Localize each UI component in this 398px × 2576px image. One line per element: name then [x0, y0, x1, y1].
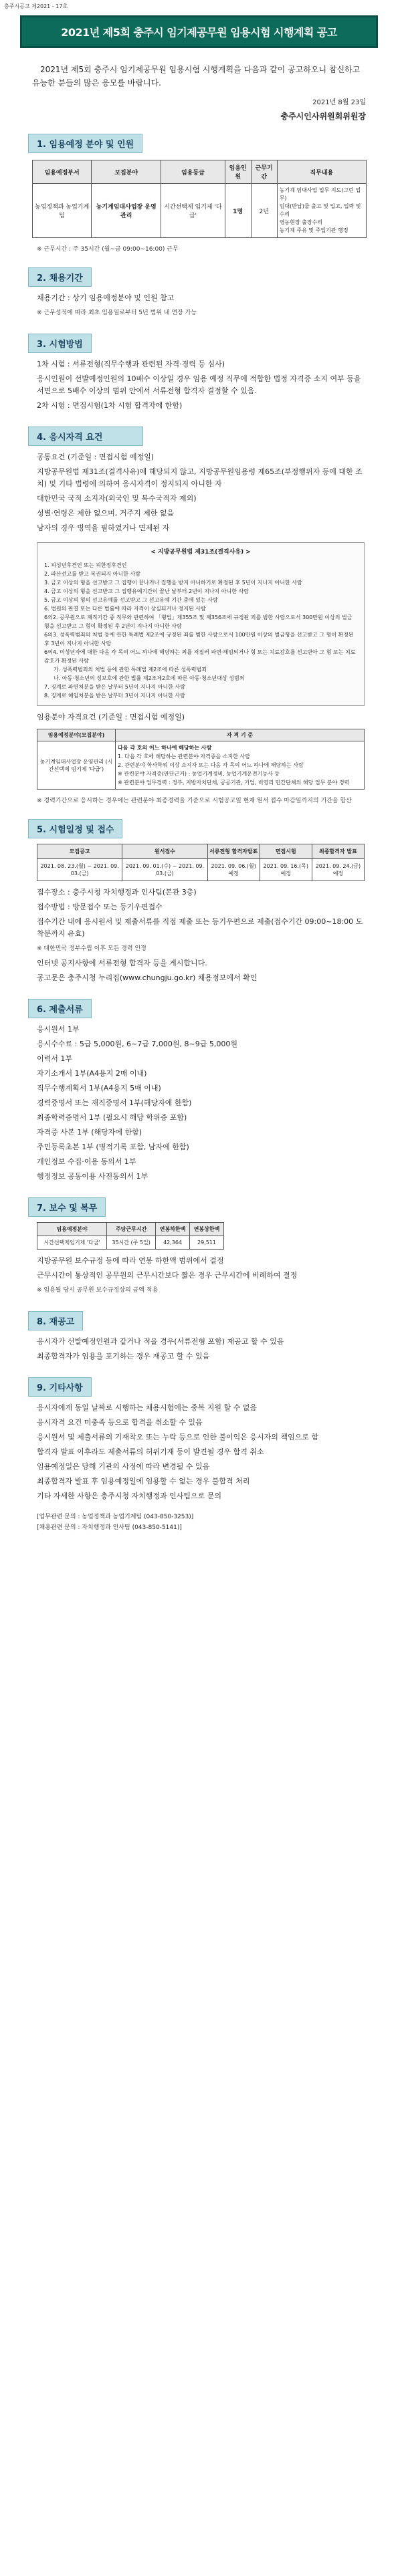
- list-item: 공통요건 (기준일 : 면접시험 예정일): [37, 453, 155, 461]
- table-cell: 시간선택제임기제 '다급': [37, 1236, 107, 1250]
- list-item: 직무수행계획서 1부(A4용지 5매 이내): [37, 1084, 161, 1092]
- contact-line: [업무관련 문의 : 농업정책과 농업기계팀 (043-850-3253)]: [37, 1514, 194, 1520]
- col-header: 임용등급: [161, 160, 225, 184]
- list-item: 경력증명서 또는 재직증명서 1부(해당자에 한함): [37, 1098, 192, 1107]
- list-item: 행정정보 공동이용 사전동의서 1부: [37, 1172, 148, 1181]
- qual-criteria-cell: [116, 741, 365, 790]
- list-item: 접수기간 내에 응시원서 및 제출서류를 직접 제출 또는 등기우편으로 제출(접수기간 09:00~18:00 도착분까지 유효): [37, 917, 363, 938]
- list-item: 주민등록초본 1부 (병적기록 포함, 남자에 한함): [37, 1143, 189, 1151]
- list-item: 인터넷 공지사항에 서류전형 합격자 등을 게시합니다.: [37, 959, 207, 967]
- duty-item: 영농현장 출장수리: [279, 219, 323, 225]
- box-line: 7. 징계로 파면처분을 받은 날부터 5년이 지나지 아니한 사람: [44, 684, 185, 690]
- list-item: 응시수수료 : 5급 5,000원, 6~7급 7,000원, 8~9급 5,000원: [37, 1040, 237, 1048]
- section-heading: 2. 채용기간: [28, 267, 92, 287]
- col-header: 임용예정부서: [33, 160, 92, 184]
- section-heading: 5. 시험일정 및 접수: [28, 819, 122, 838]
- box-line: 가. 성폭력범죄의 처벌 등에 관한 특례법 제2조에 따른 성폭력범죄: [54, 667, 207, 673]
- col-header: 임용예정분야: [37, 1223, 107, 1236]
- table-row: [37, 1236, 224, 1250]
- box-title: < 지방공무원법 제31조(결격사유) >: [151, 549, 251, 556]
- list-item: 최종합격자가 임용을 포기하는 경우 재공고 할 수 있음: [37, 1352, 210, 1361]
- table-cell: 2021. 09. 24.(금) 예정: [312, 859, 364, 881]
- table-row: [37, 741, 365, 790]
- list-item: ※ 대한민국 정부수립 이후 모든 경력 인정: [37, 945, 146, 952]
- qual-title: 임용분야 자격요건 (기준일 : 면접시험 예정일): [37, 713, 185, 721]
- table-row: [33, 184, 367, 238]
- box-line: 6의3. 성폭력범죄의 처벌 등에 관한 특례법 제2조에 규정된 죄를 범한 사람으로서 100만원 이상의 벌금형을 선고받고 그 형이 확정된 후 3년이 지나지 아니한 사람: [44, 632, 354, 647]
- list-item: 임용예정일은 당해 기관의 사정에 따라 변경될 수 있음: [37, 1462, 210, 1471]
- box-line: 나. 아동·청소년의 성보호에 관한 법률 제2조제2호에 따른 아동·청소년대상 성범죄: [54, 675, 245, 681]
- table-cell: 35시간 (주 5일): [107, 1236, 156, 1250]
- qual-line: 다음 각 호의 어느 하나에 해당하는 사람: [118, 745, 212, 751]
- section-heading: 1. 임용예정 분야 및 인원: [28, 134, 142, 153]
- box-line: 3. 금고 이상의 형을 선고받고 그 집행이 끝나거나 집행을 받지 아니하기로 확정된 후 5년이 지나지 아니한 사람: [44, 580, 302, 586]
- contact-line: [채용관련 문의 : 자치행정과 인사팀 (043-850-5141)]: [37, 1524, 182, 1531]
- col-header: 직무내용: [277, 160, 366, 184]
- col-header: 원서접수: [122, 844, 207, 859]
- list-item: 성별·연령은 제한 없으며, 거주지 제한 없음: [37, 509, 175, 517]
- table-cell: 2021. 09. 06.(월) 예정: [207, 859, 260, 881]
- count-cell: 1명: [225, 184, 251, 238]
- box-line: 2. 파산선고를 받고 복권되지 아니한 사람: [44, 571, 140, 577]
- table-cell: 2021. 09. 16.(목) 예정: [260, 859, 312, 881]
- list-item: ※ 근무성적에 따라 최초 임용일로부터 5년 범위 내 연장 가능: [37, 310, 197, 316]
- duty-item: 임대(반납)물 출고 및 입고, 입력 및 수리: [279, 203, 361, 217]
- col-header: 연봉하한액: [156, 1223, 190, 1236]
- list-item: 응시자에게 동일 날짜로 시행하는 채용시험에는 중복 지원 할 수 없음: [37, 1403, 257, 1412]
- box-line: 6의4. 미성년자에 대한 다음 각 목의 어느 하나에 해당하는 죄를 저질러 파면·해임되거나 형 또는 치료감호를 선고받아 그 형 또는 치료감호가 확정된 사람: [44, 649, 356, 664]
- duty-item: 농기계 주유 및 주입기관 행정: [279, 227, 349, 233]
- section-heading: 7. 보수 및 복무: [28, 1197, 106, 1217]
- list-item: 접수장소 : 충주시청 자치행정과 인사팀(본관 3층): [37, 888, 197, 897]
- notice-date: 2021년 8월 23일: [312, 99, 366, 106]
- list-item: 응시자가 선발예정인원과 같거나 적을 경우(서류전형 포함) 재공고 할 수 있음: [37, 1337, 284, 1346]
- list-item: 응시인원이 선발예정인원의 10배수 이상일 경우 임용 예정 직무에 적합한 법정 자격증 소지 여부 등을 서면으로 5배수 이상의 범위 안에서 서류전형 합격자 결정할 수 있음.: [37, 374, 361, 395]
- qual-note: ※ 경력기간으로 응시하는 경우에는 관련분야 최종경력을 기준으로 시험공고일 현재 원서 접수 마감일까지의 기간을 합산: [37, 798, 352, 804]
- table-cell: 29,511: [190, 1236, 224, 1250]
- work-hours-note: ※ 근무시간 : 주 35시간 (월~금 09:00~16:00) 근무: [37, 246, 179, 253]
- list-item: 기타 자세한 사항은 충주시청 자치행정과 인사팀으로 문의: [37, 1492, 222, 1500]
- box-line: 8. 징계로 해임처분을 받은 날부터 3년이 지나지 아니한 사람: [44, 693, 185, 699]
- duty-item: 농기계 임대사업 업무 지도(그린 업무): [279, 187, 361, 201]
- table-cell: 2021. 08. 23.(월) ~ 2021. 09. 03.(금): [37, 859, 122, 881]
- field-cell: 농기계임대사업장 운영관리: [92, 184, 161, 238]
- list-item: 남자의 경우 병역을 필하였거나 면제된 자: [37, 523, 170, 532]
- qual-line: 1. 다음 각 호에 해당하는 관련분야 자격증을 소지한 사람: [118, 753, 250, 759]
- list-item: 이력서 1부: [37, 1054, 72, 1063]
- list-item: 응시자격 요건 미충족 등으로 합격을 취소할 수 있음: [37, 1418, 203, 1427]
- page-title: 2021년 제5회 충주시 임기제공무원 임용시험 시행계획 공고: [20, 15, 378, 48]
- col-header: 주당근무시간: [107, 1223, 156, 1236]
- section-heading: 6. 제출서류: [28, 999, 92, 1018]
- box-line: 4. 금고 이상의 형을 선고받고 그 집행유예기간이 끝난 날부터 2년이 지나지 아니한 사람: [44, 588, 249, 594]
- box-line: 1. 피성년후견인 또는 피한정후견인: [44, 562, 127, 568]
- qual-line: 2. 관련분야 학사학위 이상 소지자 또는 다음 각 목의 어느 하나에 해당하는 사람: [118, 762, 304, 768]
- schedule-table: [37, 844, 365, 881]
- col-header: 자 격 기 준: [116, 729, 365, 741]
- list-item: 2차 시험 : 면접시험(1차 시험 합격자에 한함): [37, 401, 183, 410]
- list-item: 접수방법 : 방문접수 또는 등기우편접수: [37, 903, 163, 911]
- col-header: 모집공고: [37, 844, 122, 859]
- dept-cell: 농업정책과 농업기계팀: [33, 184, 92, 238]
- list-item: 공고문은 충주시청 누리집(www.chungju.go.kr) 채용정보에서 확인: [37, 973, 258, 982]
- list-item: 지방공무원법 제31조(결격사유)에 해당되지 않고, 지방공무원임용령 제65조(부정행위자 등에 대한 조치) 및 기타 법령에 의하여 응시자격이 정지되지 아니한 자: [37, 467, 363, 488]
- section-heading: 4. 응시자격 요건: [28, 427, 143, 446]
- list-item: 채용기간 : 상기 임용예정분야 및 인원 참고: [37, 294, 175, 302]
- qual-line: ※ 관련분야 업무경력 : 정부, 지방자치단체, 공공기관, 기업, 비영리 민간단체의 해당 업무 분야 경력: [118, 780, 350, 786]
- qualification-table: [37, 729, 365, 790]
- list-item: 대한민국 국적 소지자(외국인 및 복수국적자 제외): [37, 494, 197, 503]
- list-item: 합격자 발표 이후라도 제출서류의 허위기재 등이 발견될 경우 합격 취소: [37, 1447, 264, 1456]
- section-heading: 8. 재공고: [28, 1311, 83, 1330]
- contact-info: [37, 1512, 365, 1533]
- list-item: 지방공무원 보수규정 등에 따라 연봉 하한액 범위에서 결정: [37, 1256, 224, 1265]
- grade-cell: 시간선택제 임기제 '다급': [161, 184, 225, 238]
- list-item: 최종학력증명서 1부 (필요시 해당 학위증 포함): [37, 1113, 187, 1122]
- col-header: 임용예정분야(모집분야): [37, 729, 116, 741]
- section-heading: 3. 시험방법: [28, 334, 92, 353]
- col-header: 임용인원: [225, 160, 251, 184]
- intro-text: 2021년 제5회 충주시 임기제공무원 임용시험 시행계획을 다음과 같이 공고하오니 참신하고 유능한 분들의 많은 응모를 바랍니다.: [32, 65, 361, 88]
- notice-number: 충주시공고 제2021 - 17호: [4, 3, 68, 9]
- list-item: 응시원서 1부: [37, 1025, 80, 1034]
- period-cell: 2년: [251, 184, 277, 238]
- col-header: 면접시험: [260, 844, 312, 859]
- list-item: 1차 시험 : 서류전형(직무수행과 관련된 자격·경력 등 심사): [37, 360, 225, 368]
- table-cell: 2021. 09. 01.(수) ~ 2021. 09. 03.(금): [122, 859, 207, 881]
- box-line: 6. 법원의 판결 또는 다른 법률에 따라 자격이 상실되거나 정지된 사람: [44, 606, 206, 612]
- list-item: 근무시간이 통상적인 공무원의 근무시간보다 짧은 경우 근무시간에 비례하여 결정: [37, 1271, 298, 1280]
- table-row: [37, 859, 365, 881]
- col-header: 서류전형 합격자발표: [207, 844, 260, 859]
- col-header: 근무기간: [251, 160, 277, 184]
- col-header: 최종합격자 발표: [312, 844, 364, 859]
- qual-line: ※ 관련분야 자격증(판단근거) : 농업기계정비, 농업기계운전기능사 등: [118, 771, 280, 777]
- list-item: 응시원서 및 제출서류의 기재착오 또는 누락 등으로 인한 불이익은 응시자의 책임으로 함: [37, 1433, 318, 1441]
- list-item: 자격증 사본 1부 (해당자에 한함): [37, 1128, 142, 1137]
- disqualification-box: [37, 542, 365, 706]
- list-item: 자기소개서 1부(A4용지 2매 이내): [37, 1069, 147, 1078]
- issuer: 충주시인사위원회위원장: [280, 112, 366, 121]
- table-cell: 42,364: [156, 1236, 190, 1250]
- box-line: 6의2. 공무원으로 재직기간 중 직무와 관련하여 「형법」제355조 및 제356조에 규정된 죄를 범한 사람으로서 300만원 이상의 벌금형을 선고받고 그 형이 확정된 후 2년이 지나지 아니한 사람: [44, 614, 353, 629]
- list-item: 최종합격자 발표 후 임용예정일에 임용할 수 없는 경우 불합격 처리: [37, 1477, 250, 1486]
- salary-table: [37, 1222, 224, 1250]
- list-item: ※ 임용될 당시 공무원 보수규정상의 금액 적용: [37, 1287, 159, 1294]
- col-header: 모집분야: [92, 160, 161, 184]
- section-heading: 9. 기타사항: [28, 1377, 92, 1397]
- col-header: 연봉상한액: [190, 1223, 224, 1236]
- position-table: [32, 160, 367, 238]
- list-item: 개인정보 수집·이용 동의서 1부: [37, 1157, 136, 1166]
- duties-cell: [277, 184, 366, 238]
- box-line: 5. 금고 이상의 형의 선고유예를 선고받고 그 선고유예 기간 중에 있는 사람: [44, 597, 218, 603]
- qual-field-cell: 농기계임대사업장 운영관리 (시간선택제 임기제 '다급'): [37, 741, 116, 790]
